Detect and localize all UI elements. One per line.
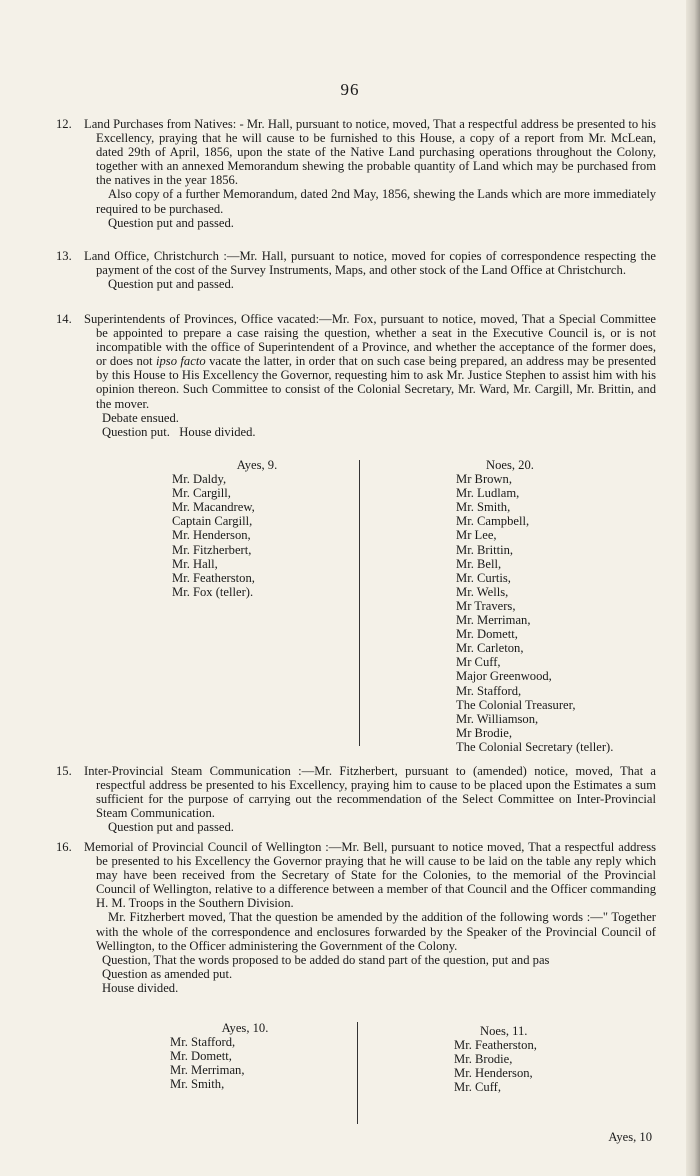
item-number: 16. — [56, 840, 72, 854]
item-text-continued: Also copy of a further Memorandum, dated 2nd May, 1856, shewing the Lands which are more immediately required to be purchased. — [96, 187, 656, 216]
item-text: Land Office, Christchurch :—Mr. Hall, pursuant to notice, moved for copies of correspondence respecting the payment of the cost of the Survey Instruments, Maps, and other stock of the Land Office at Christchurch. — [84, 249, 656, 278]
question-result: Question, That the words proposed to be added do stand part of the question, put and pas — [102, 952, 550, 967]
ayes-header: Ayes, 9. — [236, 458, 278, 472]
member-name: Mr. Featherston, — [172, 570, 255, 585]
division-rule — [359, 460, 360, 746]
member-name: Major Greenwood, — [456, 669, 552, 684]
division-1-noes — [456, 458, 656, 754]
item-14 — [56, 312, 656, 439]
member-name: Captain Cargill, — [172, 514, 253, 529]
page-edge — [686, 0, 700, 1176]
item-text: Memorial of Provincial Council of Wellington :—Mr. Bell, pursuant to notice moved, That a respectful address be presented to his Excellency the Governor praying that he will cause to be laid on the table any reply which may have been received from the Secretary of State for the Colonies, to the memorial of the Provincial Council of Wellington, relative to a difference between a member of that Council and the Officer commanding H. M. Troops in the Southern Division. — [84, 840, 656, 911]
item-number: 13. — [56, 249, 72, 263]
item-16 — [56, 840, 656, 995]
item-text: Land Purchases from Natives: - Mr. Hall, pursuant to notice, moved, That a respectful address be presented to his Excellency, praying that he will cause to be furnished to this House, a copy of a report from Mr. McLean, dated 29th of April, 1856, upon the state of the Native Land purchasing operations throughout the Colony, together with an annexed Memorandum shewing the probable quantity of Land which may be purchased from the natives in the year 1856. — [84, 117, 656, 188]
item-number: 12. — [56, 117, 72, 131]
question-result: Question put and passed. — [108, 820, 234, 835]
item-12 — [56, 117, 656, 230]
member-name: Mr. Campbell, — [456, 514, 530, 529]
member-name: Mr. Hall, — [172, 556, 218, 571]
item-text — [84, 312, 656, 411]
member-name: Mr Cuff, — [456, 655, 501, 670]
debate-note: Debate ensued. — [102, 410, 179, 425]
member-name: Mr Lee, — [456, 528, 497, 543]
division-2-noes — [454, 1024, 614, 1094]
member-name: Mr. Merriman, — [456, 613, 531, 628]
member-name: Mr. Henderson, — [454, 1066, 533, 1081]
noes-header: Noes, 20. — [486, 458, 534, 472]
item-text-b: vacate the latter, in order that on such case being prepared, an address may be presented by this House to His Excellency the Governor, requesting him to ask Mr. Justice Stephen to assist him with his opinion thereon. Such Committee to consist of the Colonial Secretary, Mr. Ward, Mr. Cargill, Mr. Brittin, and the mover. — [96, 354, 656, 411]
member-name: Mr. Macandrew, — [172, 500, 255, 515]
member-name: Mr. Carleton, — [456, 641, 524, 656]
question-result: Question as amended put. — [102, 966, 233, 981]
member-name: Mr. Cargill, — [172, 486, 231, 501]
item-15 — [56, 764, 656, 835]
question-result: Question put and passed. — [108, 277, 234, 292]
member-name: Mr Brodie, — [456, 725, 512, 740]
item-text-italic: ipso facto — [156, 354, 206, 369]
item-text: Inter-Provincial Steam Communication :—Mr. Fitzherbert, pursuant to (amended) notice, moved, That a respectful address be presented to his Excellency, praying him to cause to be placed upon the Estimates a sum sufficient for the purpose of carrying out the recommendation of the Select Committee on Inter-Provincial Steam Communication. — [84, 764, 656, 821]
member-name: Mr. Domett, — [170, 1049, 232, 1064]
member-name: Mr. Smith, — [170, 1077, 225, 1092]
member-name: Mr. Stafford, — [456, 683, 522, 698]
item-number: 14. — [56, 312, 72, 326]
division-2-ayes — [170, 1021, 320, 1091]
page-number: 96 — [340, 80, 360, 99]
catchword: Ayes, 10 — [608, 1130, 652, 1144]
house-divided: House divided. — [102, 980, 179, 995]
ayes-header: Ayes, 10. — [221, 1021, 269, 1035]
member-name: Mr. Stafford, — [170, 1035, 236, 1050]
member-name: Mr. Bell, — [456, 556, 502, 571]
member-name: Mr. Brodie, — [454, 1052, 513, 1067]
member-name: Mr. Merriman, — [170, 1063, 245, 1078]
member-name: Mr. Cuff, — [454, 1080, 501, 1095]
member-name: Mr. Fox (teller). — [172, 584, 254, 599]
member-name: Mr. Featherston, — [454, 1038, 537, 1053]
question-result: Question put and passed. — [108, 215, 234, 230]
item-13 — [56, 249, 656, 292]
member-name: Mr Brown, — [456, 472, 512, 487]
member-name: The Colonial Secretary (teller). — [456, 739, 614, 754]
question-result: Question put. House divided. — [102, 424, 256, 439]
member-name: Mr. Daldy, — [172, 472, 227, 487]
noes-header: Noes, 11. — [480, 1024, 528, 1038]
member-name: Mr. Wells, — [456, 584, 509, 599]
member-name: Mr. Smith, — [456, 500, 511, 515]
member-name: Mr Travers, — [456, 598, 516, 613]
member-name: Mr. Williamson, — [456, 711, 539, 726]
member-name: Mr. Curtis, — [456, 570, 511, 585]
member-name: Mr. Brittin, — [456, 542, 514, 557]
division-rule — [357, 1022, 358, 1124]
member-name: Mr. Fitzherbert, — [172, 542, 252, 557]
division-1-ayes — [172, 458, 342, 599]
amendment-text: Mr. Fitzherbert moved, That the question be amended by the addition of the following words :—" Together with the whole of the correspondence and enclosures forwarded by the Speaker of the Provincial Council of Wellington, to the Officer administering the Government of the Colony. — [96, 910, 656, 953]
member-name: Mr. Domett, — [456, 627, 518, 642]
member-name: Mr. Ludlam, — [456, 486, 520, 501]
member-name: The Colonial Treasurer, — [456, 697, 576, 712]
item-number: 15. — [56, 764, 72, 778]
item-text-a: Superintendents of Provinces, Office vacated:—Mr. Fox, pursuant to notice, moved, That a Special Committee be appointed to prepare a case raising the question, whether a seat in the Executive Council is, or is not incompatible with the office of Superintendent of a Province, and whether the acceptance of the former does, or does not — [84, 312, 656, 369]
member-name: Mr. Henderson, — [172, 528, 251, 543]
